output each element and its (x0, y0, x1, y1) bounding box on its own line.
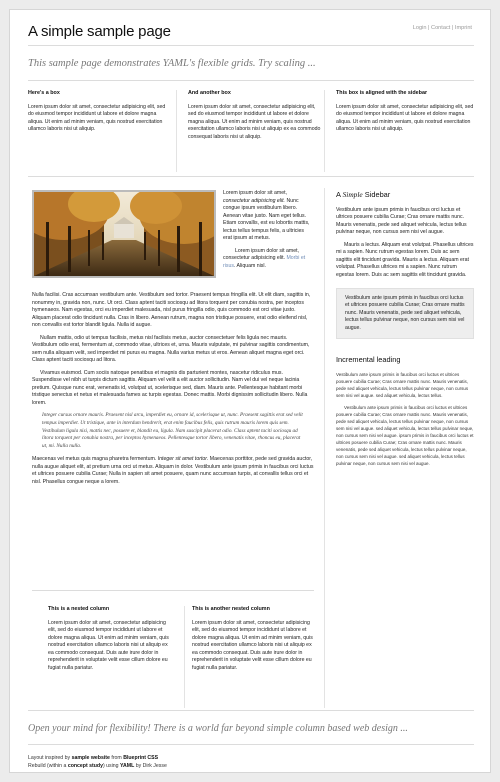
nested-heading: This is a nested column (48, 606, 110, 612)
park-photo (32, 190, 216, 278)
text: Nunc congue ipsum vestibulum libero. Aenean vitae justo. Nam eget tellus. Etiam convallis, est eu lobortis mattis, lectus tellus tempus felis, a ultricies erat ipsum at metus. (223, 197, 310, 242)
divider (28, 710, 474, 711)
page-title: A simple sample page (28, 23, 171, 40)
imprint-link[interactable]: Imprint (454, 25, 472, 31)
contact-link[interactable]: Contact (431, 25, 451, 31)
blockquote: Integer cursus ornare mauris. Praesent nisl arcu, imperdiet eu, ornare id, scelerisque ut, nunc. Praesent sagittis erat sed velit tempus imperdiet. Ut tristique, ante in interdum hendrerit, erat enim faucibus felis, quis rutrum mauris lorem quis sem. Vestibulum ligula nisi, mattis nec, posuere et, blandit eu, ligula. Nam suscipit placerat odio. Class aptent taciti sociosqu ad litora torquent per conubia nostra, per inceptos hymenaeos. Pellentesque tortor libero, venenatis vitae, rhoncus eu, placerat ut, mi. Nulla nulla. (42, 412, 303, 449)
box-3 (336, 90, 474, 139)
box-heading: Here's a box (28, 90, 60, 96)
sidebar-box-text: Vestibulum ante ipsum primis in faucibus orci luctus et ultrices posuere cubilia Curae; Cras ornare mattis nunc. Mauris venenatis, pede sed aliquet vehicula, lectus tellus pulvinar neque, non cursus sem nisi vel augue. (345, 294, 465, 331)
main-content (32, 292, 314, 491)
nested-text: Lorem ipsum dolor sit amet, consectetur adipisicing elit, sed do eiusmod tempor incididunt ut labore et dolore magna aliqua. Ut enim ad minim veniam, quis nostrud exercitation ullamco laboris nisi ut aliquip ex ea commodo consequat. Duis aute irure dolor in reprehenderit in voluptate velit esse cillum dolore eu fugiat nulla pariatur. (48, 619, 169, 672)
paragraph: Nullam mattis, odio ut tempus facilisis, metus nisl facilisis metus, auctor consectetuer felis ligula nec mauris. Vestibulum odio erat, fermentum at, commodo vitae, ultrices et, urna. Mauris vulputate, mi pulvinar sagittis condimentum, sem nulla aliquam velit, sed imperdiet mi purus eu magna. Nulla varius metus ut eros. Aenean aliquet magna eget orci. Class aptent taciti sociosqu ad litora. (32, 334, 310, 364)
yaml-link[interactable]: YAML (120, 763, 135, 770)
incremental-heading: Incremental leading (336, 355, 401, 365)
nested-column-1 (48, 606, 174, 678)
login-link[interactable]: Login (412, 25, 427, 31)
divider (184, 606, 185, 708)
paragraph: Nulla facilisi. Cras accumsan vestibulum ante. Vestibulum sed tortor. Praesent tempus fringilla elit. Ut elit diam, sagittis in, nonummy in, gravida non, nunc. Ut orci. Class aptent taciti sociosqu ad litora torquent per conubia nostra, per inceptos hymenaeos. Nam egestas, orci eu imperdiet malesuada, nisl purus fringilla odio, quis commodo est orci vitae justo. Aliquam placerat odio tincidunt nulla. Cras in libero. Aenean rutrum, magna non tristique posuere, erat odio eleifend nisl, non convallis est tortor blandit ligula. Nulla id augue. (32, 292, 311, 329)
beside-photo-text (223, 190, 313, 270)
sidebar-text: Vestibulum ante ipsum primis in faucibus orci luctus et ultrices posuere cubilia Curae; Cras ornare mattis nunc. Mauris venenatis, pede sed aliquet vehicula, lectus tellus pulvinar neque, non cursus sem nisi vel augue. (336, 206, 467, 236)
nested-heading: This is another nested column (192, 606, 270, 612)
top-nav (413, 24, 472, 32)
box-text: Lorem ipsum dolor sit amet, consectetur adipisicing elit, sed do eiusmod tempor incididunt ut labore et dolore magna aliqua. Ut enim ad minim veniam, quis nostrud exercitation ullamco laboris nisi ut aliquip. (28, 103, 166, 133)
page-tagline: This sample page demonstrates YAML's flexible grids. Try scaling ... (28, 58, 316, 69)
divider (28, 176, 474, 177)
concept-study-link[interactable]: concept study (67, 763, 103, 770)
footer-tagline: Open your mind for flexibility! There is a world far beyond simple column based web design ... (28, 723, 408, 734)
sidebar (336, 190, 474, 473)
blueprint-css-link[interactable]: Blueprint CSS (123, 755, 159, 761)
nav-separator: | (428, 25, 430, 31)
page (9, 9, 491, 773)
text: Lorem ipsum dolor sit amet, (223, 190, 288, 196)
sidebar-heading: A Simple Sidebar (336, 190, 391, 199)
box-text: Lorem ipsum dolor sit amet, consectetur adipisicing elit, sed do eiusmod tempor incididunt ut labore et dolore magna aliqua. Ut enim ad minim veniam, quis nostrud exercitation ullamco laboris nisi ut aliquip ex ea commodo consequat laboris nisi ut aliquip. (188, 103, 321, 140)
divider (176, 90, 177, 172)
box-heading: This box is aligned with the sidebar (336, 90, 428, 96)
paragraph: Vivamus euismod. Cum sociis natoque penatibus et magnis dis parturient montes, nascetur ridiculus mus. Suspendisse vel nibh ut turpis dictum sagittis. Aliquam vel velit a elit auctor sollicitudin. Nam vel dui vel neque lacinia pretium. Quisque nunc erat, venenatis id, volutpat ut, scelerisque sed, diam. Mauris ante. Pellentesque habitant morbi tristique senectus et netus et malesuada fames ac turpis egestas. Donec mattis. Morbi dignissim sollicitudin libero. Nulla lorem. (32, 369, 308, 406)
box-1 (28, 90, 168, 139)
sample-website-link[interactable]: sample website (71, 755, 110, 761)
divider (28, 80, 474, 81)
incremental-text: Vestibulum ante ipsum primis in faucibus orci luctus et ultrices posuere cubilia Curae; Cras ornare mattis nunc. Mauris venenatis, pede sed aliquet vehicula, lectus tellus pulvinar neque, non cursus sem nisi vel augue. sed aliquet vehicula, lectus tellus pulvinar neque, non cursus sem nisi vel augue. ipsum primis in faucibus orci luctus et ultrices posuere cubilia Curae; Cras ornare mattis nunc. Mauris venenatis, pede sed aliquet vehicula, lectus tellus pulvinar neque, non cursus sem nisi vel augue. sed aliquet vehicula, lectus tellus pulvinar neque, non cursus sem nisi vel augue. (336, 404, 474, 466)
text: Maecenas porttitor, pede sed gravida auctor, nulla augue aliquet elit, at pretium urna orci ut metus. Aliquam in dolor. Vestibulum ante ipsum primis in faucibus orci luctus et ultrices posuere cubilia Curae; Nulla in sapien sit amet posuere, quam nunc accumsan turpis, at convallis tellus orci et nisl. Phasellus congue neque a lorem. (32, 456, 314, 485)
text: Maecenas vel metus quis magna pharetra fermentum. (32, 456, 157, 463)
nested-column-2 (192, 606, 314, 678)
divider (324, 188, 325, 708)
box-2 (188, 90, 322, 146)
text: Lorem ipsum dolor sit amet, consectetur adipisicing elit. (223, 247, 300, 262)
text: Integer sit amet tortor. (157, 456, 209, 463)
divider (32, 590, 314, 591)
text: . Aliquam nisl. (233, 262, 266, 269)
text: consectetur adipisicing elit. (223, 197, 285, 204)
nav-separator: | (451, 25, 454, 31)
divider (28, 744, 474, 745)
footer-credits: Layout inspired by sample website from Blueprint CSS Rebuild (within a concept study) using YAML by Dirk Jesse (28, 755, 167, 770)
box-heading: And another box (188, 90, 231, 96)
box-text: Lorem ipsum dolor sit amet, consectetur adipisicing elit, sed do eiusmod tempor incididunt ut labore et dolore magna aliqua. Ut enim ad minim veniam, quis nostrud exercitation ullamco laboris nisi ut aliquip. (336, 103, 474, 133)
divider (28, 45, 474, 46)
nested-text: Lorem ipsum dolor sit amet, consectetur adipisicing elit, sed do eiusmod tempor incididunt ut labore et dolore magna aliqua. Ut enim ad minim veniam, quis nostrud exercitation ullamco laboris nisi ut aliquip ex ea commodo consequat. Duis aute irure dolor in reprehenderit in voluptate velit esse cillum dolore eu fugiat nulla pariatur. (192, 619, 313, 672)
sidebar-text: Mauris a lectus. Aliquam erat volutpat. Phasellus ultrices mi a sapien. Nunc rutrum egestas lorem. Duis ac sem sagittis elit tincidunt gravida. Mauris a lectus. Aliquam erat volutpat. Phasellus ultrices mi a sapien. Nunc rutrum egestas lorem. Duis ac sem sagittis elit tincidunt gravida. (336, 241, 474, 278)
divider (324, 90, 325, 172)
sidebar-highlight-box (336, 288, 474, 340)
park-illustration (34, 192, 214, 276)
incremental-text: Vestibulum ante ipsum primis in faucibus orci luctus et ultrices posuere cubilia Curae; Cras ornare mattis nunc. Mauris venenatis, pede sed aliquet vehicula, lectus tellus pulvinar neque, non cursus sem nisi vel augue. sed aliquet vehicula, lectus tellus. (336, 371, 469, 398)
morbi-link[interactable]: Morbi et risus (223, 255, 306, 269)
